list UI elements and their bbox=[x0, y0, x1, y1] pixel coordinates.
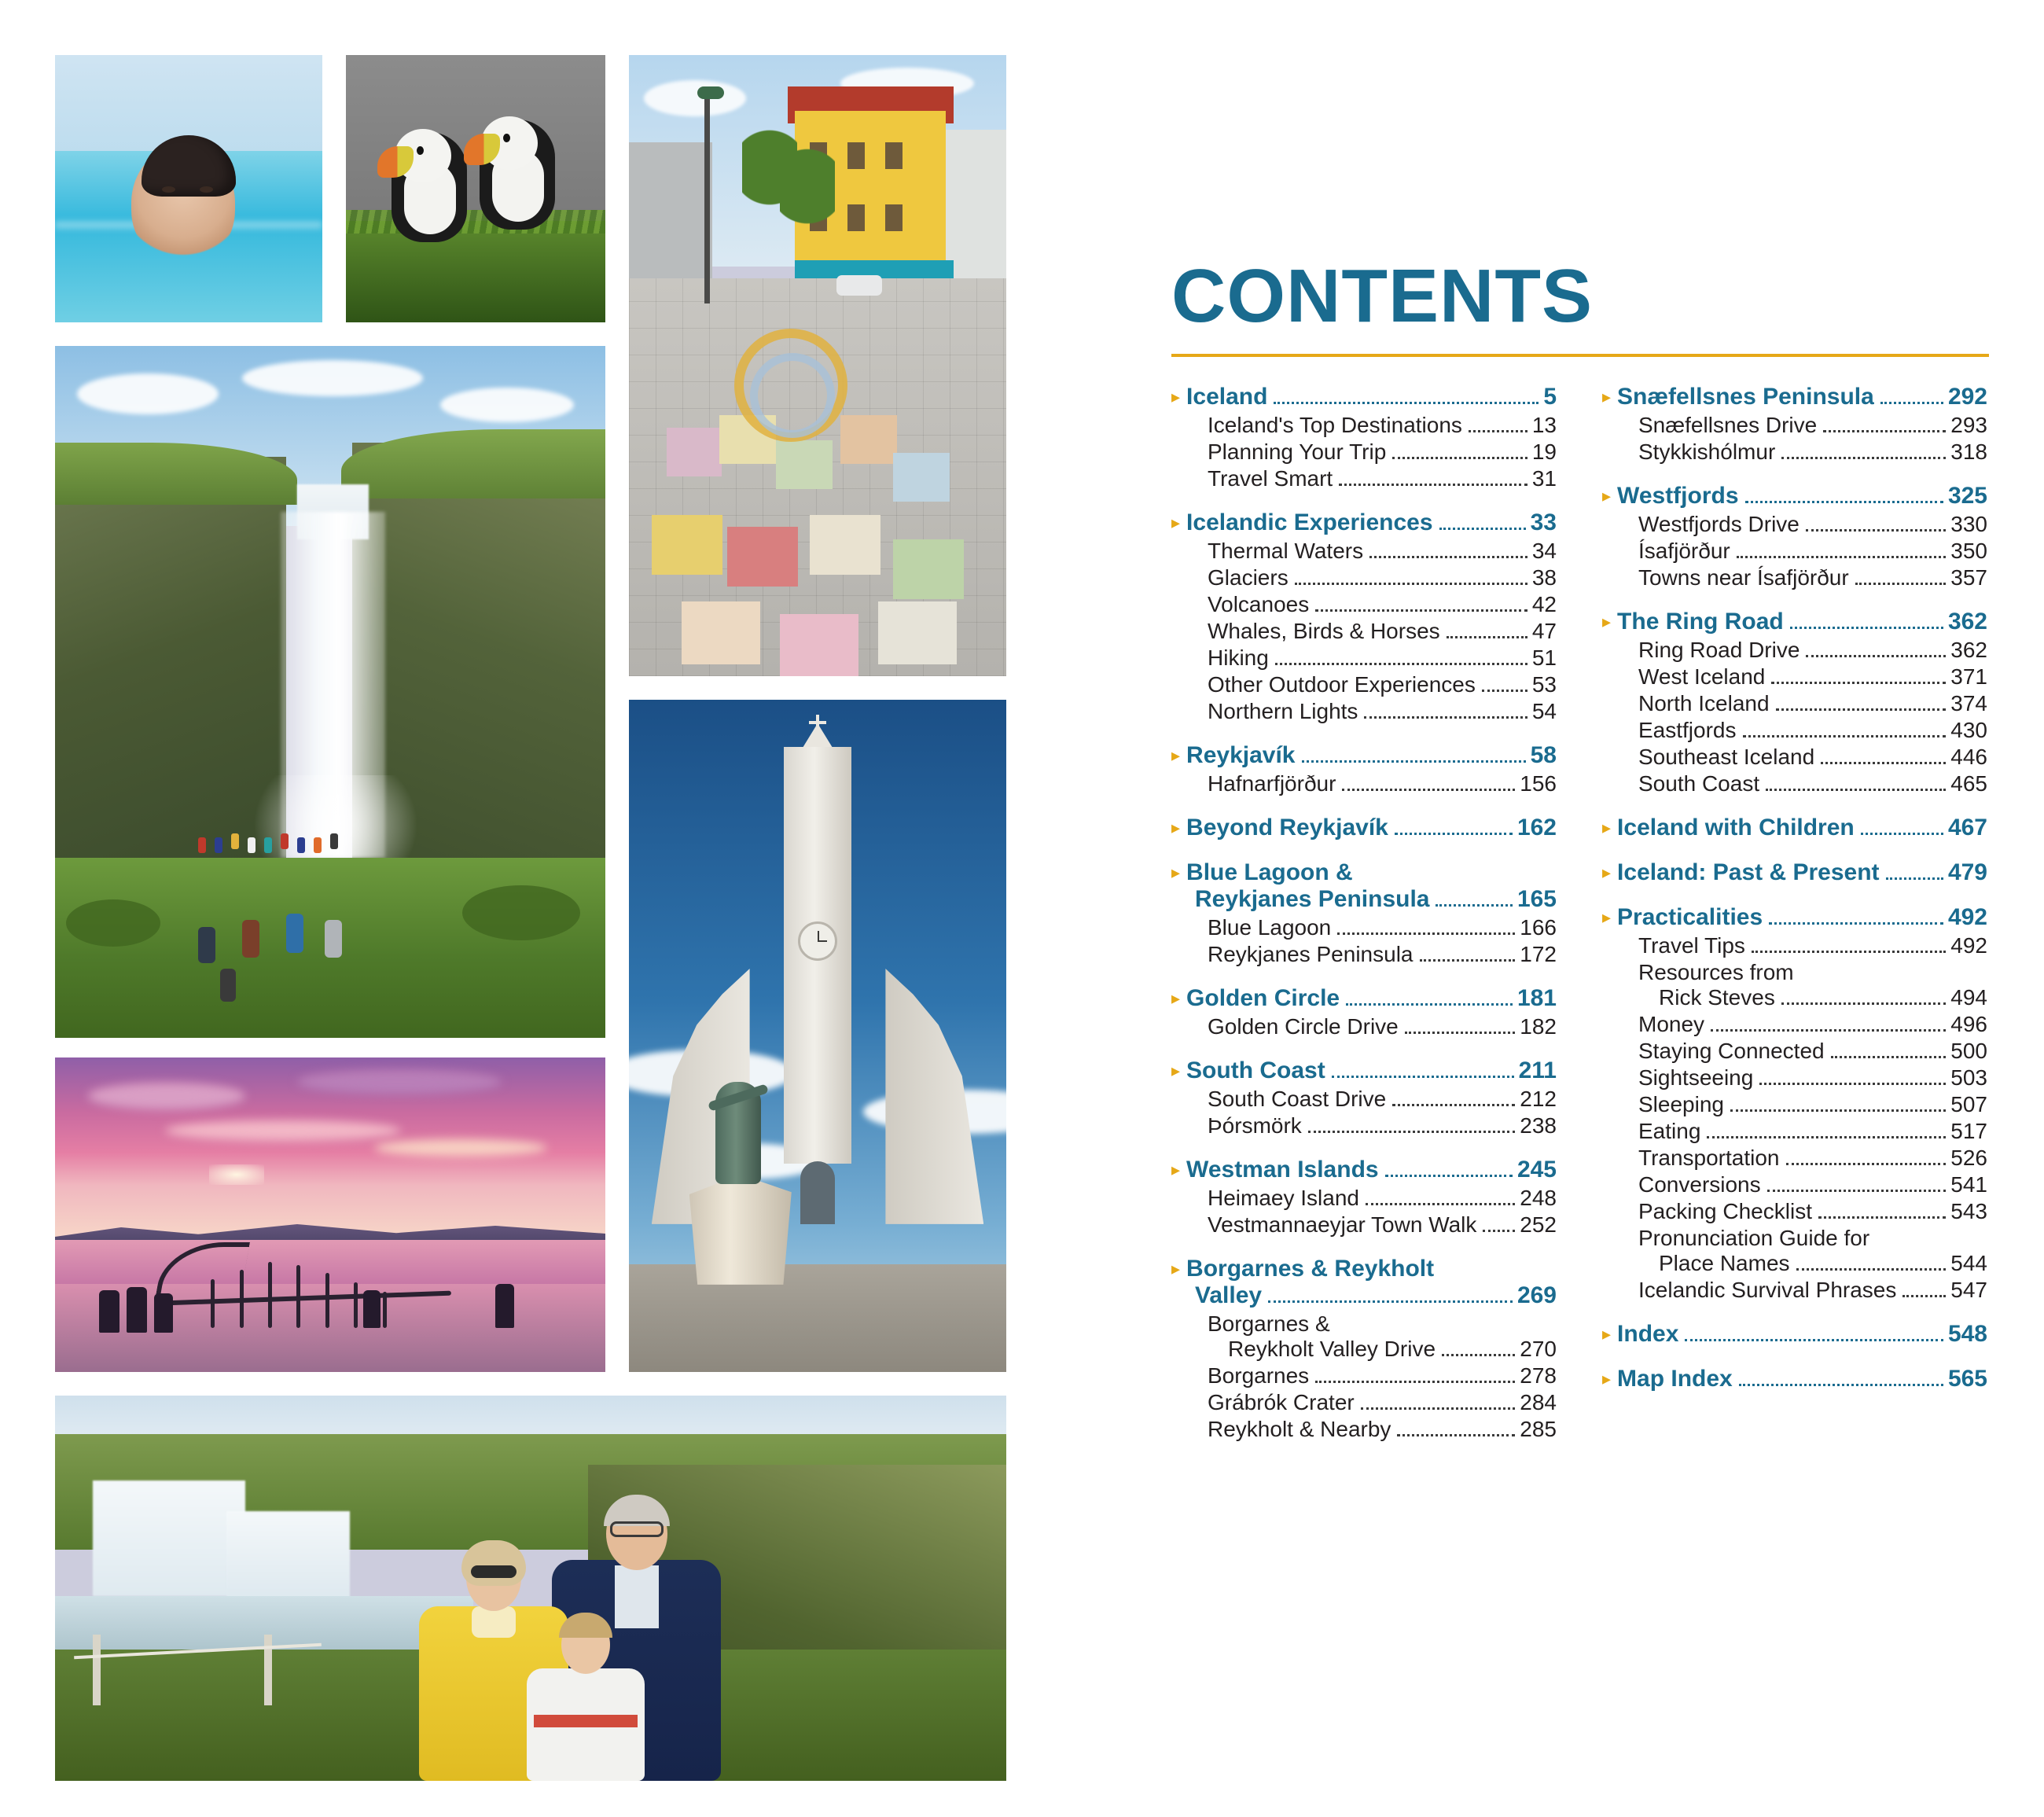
toc-entry-label: Heimaey Island bbox=[1208, 1186, 1359, 1211]
dot-leader bbox=[1332, 1076, 1514, 1078]
toc-entry-label: Glaciers bbox=[1208, 565, 1289, 590]
toc-entry-label: Reykholt & Nearby bbox=[1208, 1417, 1391, 1442]
toc-page-number: 172 bbox=[1520, 942, 1557, 967]
triangle-bullet-icon: ▸ bbox=[1602, 907, 1612, 928]
toc-page-number: 492 bbox=[1950, 933, 1987, 958]
dot-leader bbox=[1405, 1032, 1516, 1034]
dot-leader bbox=[1790, 627, 1943, 629]
toc-chapter-iceland-with-children[interactable] bbox=[1602, 815, 1987, 842]
toc-page-number: 245 bbox=[1516, 1157, 1557, 1183]
toc-entry-north-iceland[interactable] bbox=[1638, 691, 1987, 717]
table-of-contents bbox=[1171, 254, 1989, 1444]
photo-gullfoss-family bbox=[55, 1396, 1006, 1781]
toc-page-number: 252 bbox=[1520, 1212, 1557, 1238]
dot-leader bbox=[1796, 1268, 1947, 1271]
toc-entry-glaciers[interactable] bbox=[1208, 565, 1557, 591]
toc-entry-label: Blue Lagoon bbox=[1208, 915, 1332, 940]
toc-page-number: 248 bbox=[1520, 1186, 1557, 1211]
toc-entry-label: Volcanoes bbox=[1208, 592, 1310, 617]
toc-entry-heimaey-island[interactable] bbox=[1208, 1186, 1557, 1212]
toc-entry-label: Iceland: Past & Present bbox=[1617, 859, 1880, 886]
toc-entry-grábrók-crater[interactable] bbox=[1208, 1390, 1557, 1416]
toc-entry-label: Map Index bbox=[1617, 1366, 1733, 1392]
toc-entry-eating[interactable] bbox=[1638, 1119, 1987, 1145]
dot-leader bbox=[1685, 1339, 1943, 1341]
toc-page-number: 293 bbox=[1950, 413, 1987, 438]
toc-entry-eastfjords[interactable] bbox=[1638, 718, 1987, 744]
dot-leader bbox=[1361, 1407, 1516, 1410]
dot-leader bbox=[1469, 430, 1527, 432]
toc-entry-label: South Coast bbox=[1638, 771, 1760, 796]
toc-entry-label: Index bbox=[1617, 1321, 1679, 1348]
toc-entry-south-coast[interactable] bbox=[1638, 771, 1987, 797]
toc-entry-label: Golden Circle bbox=[1186, 985, 1340, 1012]
toc-entry-label: Vestmannaeyjar Town Walk bbox=[1208, 1212, 1477, 1238]
toc-entry-þórsmörk[interactable] bbox=[1208, 1113, 1557, 1139]
toc-chapter-borgarnes-reykholt-valley[interactable] bbox=[1171, 1256, 1557, 1310]
toc-entry-label: Eating bbox=[1638, 1119, 1701, 1144]
toc-left-column bbox=[1171, 384, 1557, 1444]
toc-entry-label: Stykkishólmur bbox=[1638, 440, 1776, 465]
page-title: CONTENTS bbox=[1171, 254, 1593, 338]
triangle-bullet-icon: ▸ bbox=[1602, 818, 1612, 838]
toc-page-number: 362 bbox=[1950, 638, 1987, 663]
toc-page-number: 238 bbox=[1520, 1113, 1557, 1138]
dot-leader bbox=[1436, 904, 1512, 907]
toc-page-number: 33 bbox=[1530, 509, 1557, 536]
toc-page-number: 182 bbox=[1520, 1014, 1557, 1039]
toc-entry-thermal-waters[interactable] bbox=[1208, 539, 1557, 565]
toc-page-number: 318 bbox=[1950, 440, 1987, 465]
toc-chapter-iceland-past-present[interactable] bbox=[1602, 859, 1987, 887]
toc-page-number: 165 bbox=[1516, 886, 1557, 913]
toc-entry-borgarnes-reykholt-valley-drive[interactable] bbox=[1208, 1311, 1557, 1363]
dot-leader bbox=[1366, 1203, 1515, 1205]
dot-leader bbox=[1346, 1003, 1513, 1006]
toc-page-number: 357 bbox=[1950, 565, 1987, 590]
toc-entry-sleeping[interactable] bbox=[1638, 1092, 1987, 1118]
toc-entry-borgarnes[interactable] bbox=[1208, 1363, 1557, 1389]
dot-leader bbox=[1886, 877, 1943, 880]
toc-chapter-westfjords[interactable] bbox=[1602, 483, 1987, 510]
toc-page-number: 211 bbox=[1518, 1057, 1557, 1084]
dot-leader bbox=[1861, 833, 1943, 835]
photo-blue-lagoon-bather bbox=[55, 55, 322, 322]
dot-leader bbox=[1439, 528, 1526, 530]
toc-page-number: 31 bbox=[1531, 466, 1557, 491]
toc-entry-label: Snæfellsnes Peninsula bbox=[1617, 384, 1874, 410]
dot-leader bbox=[1315, 1381, 1515, 1383]
toc-entry-label: Borgarnes & Reykholt bbox=[1186, 1256, 1435, 1282]
toc-page-number: 430 bbox=[1950, 718, 1987, 743]
toc-page-number: 54 bbox=[1531, 699, 1557, 724]
toc-entry-label: Travel Tips bbox=[1638, 933, 1745, 958]
dot-leader bbox=[1711, 1029, 1946, 1032]
toc-entry-label: Transportation bbox=[1638, 1146, 1780, 1171]
toc-entry-label: Conversions bbox=[1638, 1172, 1761, 1197]
toc-page-number: 285 bbox=[1520, 1417, 1557, 1442]
dot-leader bbox=[1781, 1002, 1946, 1005]
dot-leader bbox=[1268, 1300, 1513, 1303]
toc-entry-label: Money bbox=[1638, 1012, 1705, 1037]
toc-entry-reykholt-nearby[interactable] bbox=[1208, 1417, 1557, 1443]
toc-entry-label: Resources from bbox=[1638, 960, 1794, 985]
toc-page-number: 500 bbox=[1950, 1039, 1987, 1064]
triangle-bullet-icon: ▸ bbox=[1171, 745, 1181, 766]
toc-entry-label: Place Names bbox=[1659, 1251, 1790, 1276]
dot-leader bbox=[1752, 951, 1946, 953]
dot-leader bbox=[1769, 922, 1943, 925]
toc-entry-label: South Coast Drive bbox=[1208, 1087, 1387, 1112]
toc-chapter-iceland[interactable] bbox=[1171, 384, 1557, 411]
triangle-bullet-icon: ▸ bbox=[1602, 612, 1612, 632]
dot-leader bbox=[1855, 583, 1947, 585]
triangle-bullet-icon: ▸ bbox=[1602, 863, 1612, 883]
toc-entry-money[interactable] bbox=[1638, 1012, 1987, 1038]
photo-seljalandsfoss-waterfall bbox=[55, 346, 605, 1038]
toc-entry-label: Westman Islands bbox=[1186, 1157, 1379, 1183]
toc-entry-label: Travel Smart bbox=[1208, 466, 1333, 491]
toc-entry-label: The Ring Road bbox=[1617, 609, 1784, 635]
toc-entry-conversions[interactable] bbox=[1638, 1172, 1987, 1198]
toc-entry-label: Planning Your Trip bbox=[1208, 440, 1387, 465]
dot-leader bbox=[1739, 1384, 1943, 1386]
triangle-bullet-icon: ▸ bbox=[1602, 1324, 1612, 1344]
toc-page-number: 47 bbox=[1531, 619, 1557, 644]
toc-page-number: 5 bbox=[1543, 384, 1557, 410]
toc-page-number: 507 bbox=[1950, 1092, 1987, 1117]
triangle-bullet-icon: ▸ bbox=[1602, 387, 1612, 407]
dot-leader bbox=[1771, 682, 1946, 684]
toc-entry-label: Packing Checklist bbox=[1638, 1199, 1812, 1224]
triangle-bullet-icon: ▸ bbox=[1171, 818, 1181, 838]
toc-entry-label: Iceland's Top Destinations bbox=[1208, 413, 1462, 438]
triangle-bullet-icon: ▸ bbox=[1171, 1160, 1181, 1180]
toc-entry-pronunciation-guide-for-place-names[interactable] bbox=[1638, 1226, 1987, 1277]
dot-leader bbox=[1392, 457, 1527, 459]
toc-entry-staying-connected[interactable] bbox=[1638, 1039, 1987, 1065]
toc-page-number: 547 bbox=[1950, 1278, 1987, 1303]
toc-page-number: 278 bbox=[1520, 1363, 1557, 1388]
toc-entry-label: Icelandic Survival Phrases bbox=[1638, 1278, 1897, 1303]
toc-page-number: 19 bbox=[1531, 440, 1557, 465]
toc-entry-label: Golden Circle Drive bbox=[1208, 1014, 1399, 1039]
toc-entry-snæfellsnes-drive[interactable] bbox=[1638, 413, 1987, 439]
toc-page-number: 212 bbox=[1520, 1087, 1557, 1112]
toc-entry-label: Reykjanes Peninsula bbox=[1195, 886, 1430, 913]
toc-entry-label: Valley bbox=[1195, 1282, 1263, 1309]
toc-entry-label: West Iceland bbox=[1638, 664, 1766, 690]
toc-entry-label: Eastfjords bbox=[1638, 718, 1737, 743]
toc-chapter-index[interactable] bbox=[1602, 1321, 1987, 1348]
dot-leader bbox=[1392, 1104, 1515, 1106]
toc-page-number: 503 bbox=[1950, 1065, 1987, 1091]
dot-leader bbox=[1483, 1230, 1515, 1232]
toc-entry-label: Rick Steves bbox=[1659, 985, 1775, 1010]
toc-page-number: 548 bbox=[1947, 1321, 1987, 1348]
toc-entry-golden-circle-drive[interactable] bbox=[1208, 1014, 1557, 1040]
dot-leader bbox=[1730, 1109, 1946, 1112]
toc-chapter-beyond-reykjavík[interactable] bbox=[1171, 815, 1557, 842]
toc-page-number: 544 bbox=[1950, 1251, 1987, 1276]
toc-chapter-golden-circle[interactable] bbox=[1171, 985, 1557, 1013]
toc-chapter-icelandic-experiences[interactable] bbox=[1171, 509, 1557, 537]
toc-entry-label: Ísafjörður bbox=[1638, 539, 1730, 564]
dot-leader bbox=[1902, 1295, 1946, 1297]
dot-leader bbox=[1831, 1056, 1947, 1058]
toc-entry-label: Other Outdoor Experiences bbox=[1208, 672, 1476, 697]
toc-entry-label: Reykholt Valley Drive bbox=[1228, 1337, 1436, 1362]
toc-entry-ring-road-drive[interactable] bbox=[1638, 638, 1987, 664]
toc-entry-label: Beyond Reykjavík bbox=[1186, 815, 1388, 841]
toc-entry-label: Whales, Birds & Horses bbox=[1208, 619, 1440, 644]
dot-leader bbox=[1818, 1216, 1946, 1219]
toc-entry-blue-lagoon[interactable] bbox=[1208, 915, 1557, 941]
toc-page-number: 269 bbox=[1516, 1282, 1557, 1309]
dot-leader bbox=[1743, 735, 1947, 737]
toc-page-number: 374 bbox=[1950, 691, 1987, 716]
dot-leader bbox=[1781, 457, 1946, 459]
toc-page-number: 446 bbox=[1950, 745, 1987, 770]
dot-leader bbox=[1447, 636, 1527, 638]
toc-entry-hafnarfjörður[interactable] bbox=[1208, 771, 1557, 797]
dot-leader bbox=[1302, 760, 1526, 763]
toc-page-number: 543 bbox=[1950, 1199, 1987, 1224]
toc-chapter-snæfellsnes-peninsula[interactable] bbox=[1602, 384, 1987, 411]
title-divider bbox=[1171, 354, 1989, 357]
toc-entry-label: Reykjavík bbox=[1186, 742, 1296, 769]
toc-entry-other-outdoor-experiences[interactable] bbox=[1208, 672, 1557, 698]
toc-entry-label: Hiking bbox=[1208, 646, 1269, 671]
toc-page-number: 492 bbox=[1947, 904, 1987, 931]
toc-page-number: 58 bbox=[1530, 742, 1557, 769]
toc-entry-transportation[interactable] bbox=[1638, 1146, 1987, 1171]
toc-entry-label: Borgarnes bbox=[1208, 1363, 1310, 1388]
toc-entry-label: Sightseeing bbox=[1638, 1065, 1754, 1091]
toc-page-number: 42 bbox=[1531, 592, 1557, 617]
toc-page-number: 371 bbox=[1950, 664, 1987, 690]
dot-leader bbox=[1308, 1131, 1515, 1133]
toc-page-number: 166 bbox=[1520, 915, 1557, 940]
toc-entry-sightseeing[interactable] bbox=[1638, 1065, 1987, 1091]
triangle-bullet-icon: ▸ bbox=[1171, 513, 1181, 533]
dot-leader bbox=[1806, 529, 1946, 531]
toc-entry-label: Blue Lagoon & bbox=[1186, 859, 1353, 886]
photo-sun-voyager-sunset bbox=[55, 1057, 605, 1372]
toc-entry-vestmannaeyjar-town-walk[interactable] bbox=[1208, 1212, 1557, 1238]
toc-page-number: 325 bbox=[1947, 483, 1987, 509]
toc-entry-label: Icelandic Experiences bbox=[1186, 509, 1433, 536]
toc-page-number: 53 bbox=[1531, 672, 1557, 697]
toc-entry-label: Pronunciation Guide for bbox=[1638, 1226, 1870, 1251]
toc-entry-label: South Coast bbox=[1186, 1057, 1325, 1084]
toc-entry-ísafjörður[interactable] bbox=[1638, 539, 1987, 565]
toc-page-number: 284 bbox=[1520, 1390, 1557, 1415]
toc-entry-northern-lights[interactable] bbox=[1208, 699, 1557, 725]
toc-entry-label: Sleeping bbox=[1638, 1092, 1724, 1117]
photo-reykjavik-rainbow-street bbox=[629, 55, 1006, 676]
dot-leader bbox=[1767, 1190, 1947, 1192]
toc-entry-packing-checklist[interactable] bbox=[1638, 1199, 1987, 1225]
toc-page-number: 541 bbox=[1950, 1172, 1987, 1197]
toc-entry-reykjanes-peninsula[interactable] bbox=[1208, 942, 1557, 968]
toc-page-number: 38 bbox=[1531, 565, 1557, 590]
dot-leader bbox=[1364, 716, 1527, 719]
triangle-bullet-icon: ▸ bbox=[1602, 1369, 1612, 1389]
toc-entry-resources-from-rick-steves[interactable] bbox=[1638, 960, 1987, 1011]
dot-leader bbox=[1337, 932, 1515, 935]
toc-entry-label: Northern Lights bbox=[1208, 699, 1358, 724]
toc-entry-label: Southeast Iceland bbox=[1638, 745, 1815, 770]
triangle-bullet-icon: ▸ bbox=[1171, 387, 1181, 407]
toc-entry-whales-birds-horses[interactable] bbox=[1208, 619, 1557, 645]
dot-leader bbox=[1745, 501, 1943, 503]
dot-leader bbox=[1737, 556, 1947, 558]
toc-entry-label: Borgarnes & bbox=[1208, 1311, 1330, 1337]
toc-entry-icelandic-survival-phrases[interactable] bbox=[1638, 1278, 1987, 1304]
toc-entry-label: Snæfellsnes Drive bbox=[1638, 413, 1818, 438]
toc-chapter-westman-islands[interactable] bbox=[1171, 1157, 1557, 1184]
toc-page-number: 156 bbox=[1520, 771, 1557, 796]
toc-page-number: 526 bbox=[1950, 1146, 1987, 1171]
toc-entry-label: Westfjords bbox=[1617, 483, 1739, 509]
toc-entry-iceland-s-top-destinations[interactable] bbox=[1208, 413, 1557, 439]
toc-entry-label: Hafnarfjörður bbox=[1208, 771, 1336, 796]
toc-chapter-reykjavík[interactable] bbox=[1171, 742, 1557, 770]
dot-leader bbox=[1339, 484, 1527, 486]
dot-leader bbox=[1821, 762, 1946, 764]
dot-leader bbox=[1274, 402, 1539, 404]
toc-entry-travel-tips[interactable] bbox=[1638, 933, 1987, 959]
dot-leader bbox=[1823, 430, 1946, 432]
dot-leader bbox=[1295, 583, 1527, 585]
triangle-bullet-icon: ▸ bbox=[1171, 1259, 1181, 1279]
toc-entry-label: Ring Road Drive bbox=[1638, 638, 1800, 663]
dot-leader bbox=[1397, 1434, 1515, 1436]
toc-page-number: 350 bbox=[1950, 539, 1987, 564]
toc-chapter-practicalities[interactable] bbox=[1602, 904, 1987, 932]
toc-page-number: 494 bbox=[1950, 985, 1987, 1010]
toc-page-number: 162 bbox=[1516, 815, 1557, 841]
toc-page-number: 270 bbox=[1520, 1337, 1557, 1362]
dot-leader bbox=[1759, 1083, 1946, 1085]
dot-leader bbox=[1786, 1163, 1947, 1165]
toc-entry-travel-smart[interactable] bbox=[1208, 466, 1557, 492]
toc-page-number: 362 bbox=[1947, 609, 1987, 635]
toc-right-column bbox=[1602, 384, 1987, 1395]
triangle-bullet-icon: ▸ bbox=[1171, 988, 1181, 1009]
dot-leader bbox=[1315, 609, 1527, 612]
dot-leader bbox=[1342, 789, 1515, 791]
toc-page-number: 517 bbox=[1950, 1119, 1987, 1144]
toc-page-number: 565 bbox=[1947, 1366, 1987, 1392]
toc-chapter-south-coast[interactable] bbox=[1171, 1057, 1557, 1085]
toc-page-number: 496 bbox=[1950, 1012, 1987, 1037]
dot-leader bbox=[1482, 690, 1527, 692]
dot-leader bbox=[1395, 833, 1513, 835]
toc-page-number: 467 bbox=[1947, 815, 1987, 841]
dot-leader bbox=[1420, 959, 1516, 962]
toc-chapter-the-ring-road[interactable] bbox=[1602, 609, 1987, 636]
toc-entry-label: Staying Connected bbox=[1638, 1039, 1825, 1064]
toc-entry-towns-near-ísafjörður[interactable] bbox=[1638, 565, 1987, 591]
toc-page-number: 34 bbox=[1531, 539, 1557, 564]
toc-entry-label: Iceland bbox=[1186, 384, 1268, 410]
dot-leader bbox=[1369, 556, 1527, 558]
toc-entry-label: North Iceland bbox=[1638, 691, 1770, 716]
toc-entry-label: Westfjords Drive bbox=[1638, 512, 1800, 537]
toc-entry-label: Practicalities bbox=[1617, 904, 1763, 931]
toc-entry-label: Grábrók Crater bbox=[1208, 1390, 1355, 1415]
dot-leader bbox=[1275, 663, 1527, 665]
toc-entry-south-coast-drive[interactable] bbox=[1208, 1087, 1557, 1113]
toc-entry-west-iceland[interactable] bbox=[1638, 664, 1987, 690]
photo-puffins bbox=[346, 55, 605, 322]
toc-chapter-map-index[interactable] bbox=[1602, 1366, 1987, 1393]
dot-leader bbox=[1385, 1175, 1513, 1177]
toc-page-number: 465 bbox=[1950, 771, 1987, 796]
dot-leader bbox=[1880, 402, 1943, 404]
toc-page-number: 292 bbox=[1947, 384, 1987, 410]
toc-chapter-blue-lagoon-reykjanes-peninsula[interactable] bbox=[1171, 859, 1557, 914]
toc-entry-stykkishólmur[interactable] bbox=[1638, 440, 1987, 465]
toc-entry-planning-your-trip[interactable] bbox=[1208, 440, 1557, 465]
toc-entry-hiking[interactable] bbox=[1208, 646, 1557, 671]
triangle-bullet-icon: ▸ bbox=[1171, 1061, 1181, 1081]
triangle-bullet-icon: ▸ bbox=[1171, 863, 1181, 883]
toc-entry-label: Thermal Waters bbox=[1208, 539, 1364, 564]
toc-entry-volcanoes[interactable] bbox=[1208, 592, 1557, 618]
toc-page-number: 181 bbox=[1516, 985, 1557, 1012]
toc-page-number: 479 bbox=[1947, 859, 1987, 886]
dot-leader bbox=[1442, 1354, 1515, 1356]
triangle-bullet-icon: ▸ bbox=[1602, 486, 1612, 506]
toc-entry-label: Towns near Ísafjörður bbox=[1638, 565, 1849, 590]
toc-entry-label: Iceland with Children bbox=[1617, 815, 1855, 841]
dot-leader bbox=[1806, 655, 1946, 657]
toc-page-number: 13 bbox=[1531, 413, 1557, 438]
toc-entry-label: Reykjanes Peninsula bbox=[1208, 942, 1414, 967]
dot-leader bbox=[1766, 789, 1946, 791]
toc-entry-label: Þórsmörk bbox=[1208, 1113, 1302, 1138]
dot-leader bbox=[1707, 1136, 1946, 1138]
toc-page-number: 51 bbox=[1531, 646, 1557, 671]
toc-page-number: 330 bbox=[1950, 512, 1987, 537]
photo-hallgrimskirkja bbox=[629, 700, 1006, 1372]
toc-entry-westfjords-drive[interactable] bbox=[1638, 512, 1987, 538]
dot-leader bbox=[1776, 708, 1947, 711]
toc-entry-southeast-iceland[interactable] bbox=[1638, 745, 1987, 771]
